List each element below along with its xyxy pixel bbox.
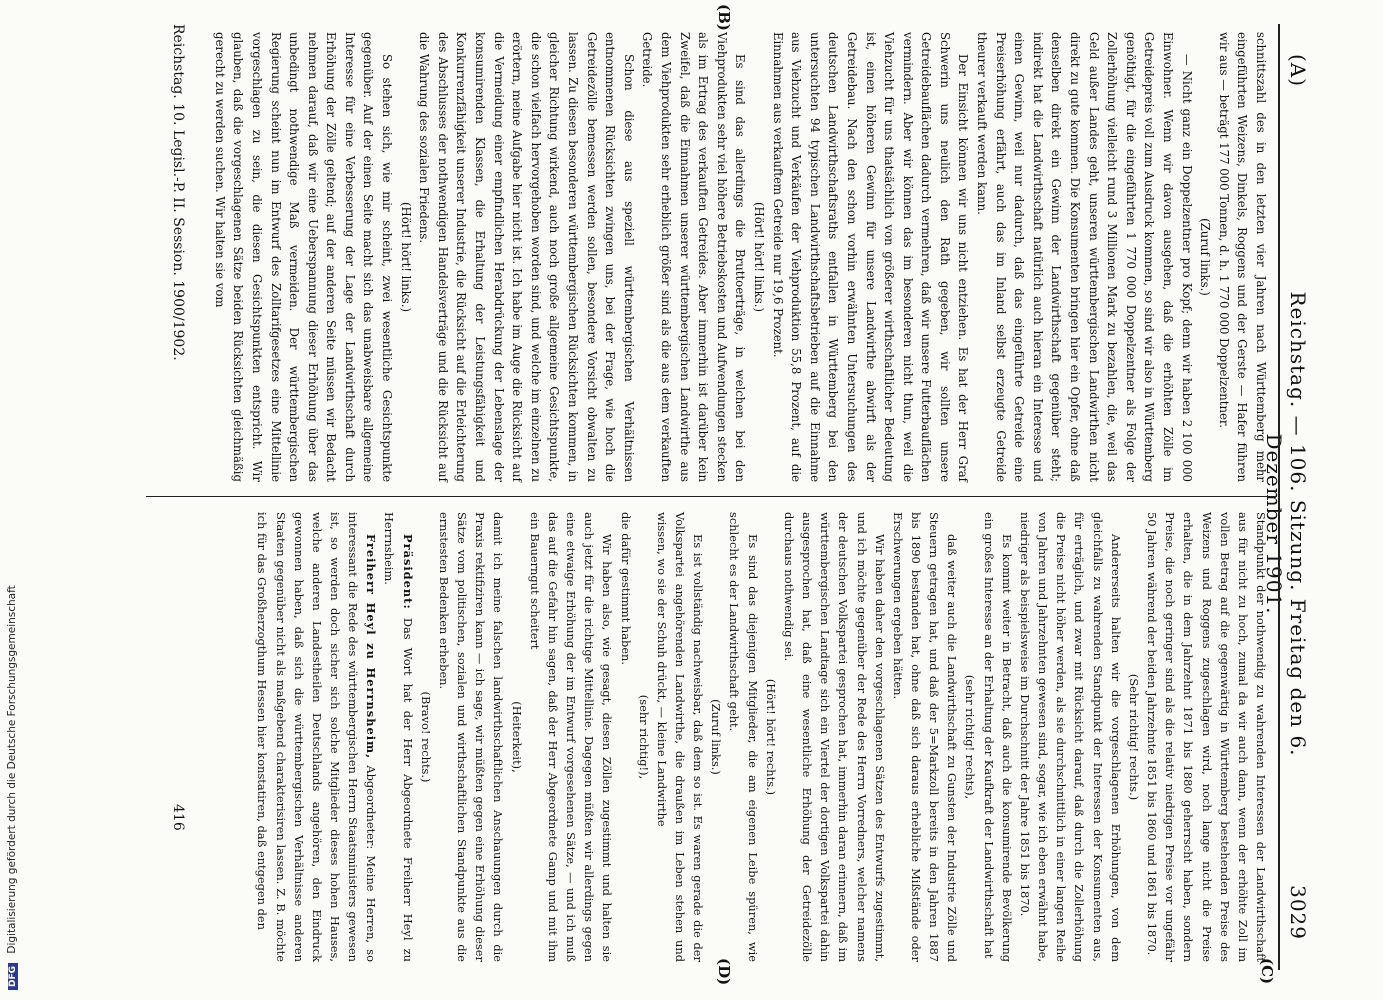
margin-marker-b: (B) — [715, 4, 733, 31]
left-paragraph — [973, 32, 1196, 482]
paragraph-text: Es sind das allerdings die Bruttoerträge, in welchen bei den Viehprodukten sehr viel höhere Betriebskosten und Aufwendungen stecken als im Ertrag des verkauften Getreides. Aber immerhin ist darüber kein Zweifel, daß die Einnahmen unserer württembergischen Landwirthe aus dem Viehprodukten sehr erheblich größer sind als die aus dem verkauften Getreide. — [640, 32, 748, 482]
header-rule — [1278, 24, 1280, 970]
paragraph-text: die dafür gestimmt haben. — [618, 512, 633, 666]
digitization-credit — [6, 0, 20, 990]
margin-marker-d: (D) — [715, 958, 733, 986]
right-paragraph — [653, 512, 707, 962]
rotated-page — [73, 4, 1318, 986]
right-paragraph — [1016, 512, 1125, 962]
running-title: Reichstag. — 106. Sitzung. Freitag den 6. Dezember 1901. — [1262, 291, 1310, 757]
right-paragraph — [980, 512, 1016, 962]
right-interjection — [762, 512, 780, 962]
paragraph-text: damit ich meine falschen landwirthschaftlichen Anschauungen durch die Praxis rektifiziren kann — ich sage, wir müßten gegen eine Erhöhung dieser Sätze vom politischen, sozialen und wirthschaftlichen Standpunkte aus die ernstesten Bedenken erheben. — [436, 512, 506, 962]
left-interjection — [1196, 32, 1215, 482]
paragraph-text: (sehr richtig!), — [636, 694, 651, 780]
paragraph-text: Abgeordneter: Meine Herren, so interessant die Rede des württembergischen Herrn Staatsministers gewesen ist, so werden doch sicher sich solche Mitglieder dieses hohen Hauses, welche anderen Landestheilen Deutschlands angehören, den Eindruck gewonnen haben, daß sich die württembergischen Verhältnisse anderen Staaten gegenüber nicht als maßgebend charakterisiren lassen. Z. B. möchte ich für das Großherzogthum Hessen hier konstatiren, daß entgegen den — [255, 512, 379, 963]
paragraph-text: Wir haben daher den vorgeschlagenen Sätzen des Entwurfs zugestimmt, und ich möchte gegenüber der Rede des Herrn Vorredners, welcher namens der deutschen Volkspartei gesprochen hat, immerhin daran erinnern, daß im württembergischen Landtage sich ein Viertel der dortigen Volkspartei dahin ausgesprochen hat, daß eine wesentliche Erhöhung der Getreidezölle durchaus nothwendig sei. — [781, 512, 887, 962]
paragraph-text: Es kommt weiter in Betracht, daß auch die konsumirende Bevölkerung ein großes Interesse an der Erhaltung der Kaufkraft der Landwirthschaft hat — [981, 512, 1014, 962]
dfg-logo: DFG — [8, 963, 18, 990]
left-paragraph — [1214, 32, 1270, 482]
right-text-column — [253, 512, 1270, 962]
right-paragraph — [616, 512, 634, 962]
paragraph-text: — Nicht ganz ein Doppelzentner pro Kopf; denn wir haben 2 100 000 Einwohner. Wenn wir davon ausgehen, daß die erhöhten Zölle im Getreidepreis voll zum Ausdruck kommen, so sind wir also in Württemberg genöthigt, für die eingeführten 1 770 000 Doppelzentner als Folge der Zollerhöhung vielleicht rund 3 Millionen Mark zu bezahlen, die, weil das Geld außer Landes geht, unseren württembergischen Landwirthen nicht direkt zu gute kommen. Die Konsumenten bringen hier ein Opfer, ohne daß denselben direkt ein Gewinn der Landwirthschaft gegenüber steht; indirekt hat die Landwirthschaft natürlich auch hieran ein Interesse und einen Gewinn, weil nur dadurch, daß das eingeführte Getreide eine Preiserhöhung erfährt, auch das im Inland selbst erzeugte Getreide theurer verkauft werden kann. — [975, 32, 1194, 482]
paragraph-text: schnittszahl des in den letzten vier Jahren nach Württemberg mehr eingeführten Weizens, Dinkels, Roggens und der Gerste — Hafer führen wir aus — beträgt 177 000 Tonnen, d. h. 1 770 000 Doppelzentner. — [1216, 32, 1268, 482]
right-interjection — [507, 512, 525, 962]
right-paragraph — [526, 512, 617, 962]
paragraph-text: Schon diese aus speziell württembergischen Verhältnissen entnommenen Rücksichten zwingen uns, bei der Frage, wie hoch die Getreidezölle bemessen werden sollen, besondere Vorsicht obwalten zu lassen. Zu diesen besonderen württembergischen Rücksichten kommen, in gleicher Richtung wirkend, auch noch große allgemeine Gesichtspunkte, die schon vielfach hervorgehoben worden sind, und welche im einzelnen zu erörtern, meine Aufgabe hier nicht ist. Ich habe im Auge die Rücksicht auf die Vermeidung einer empfindlichen Herabdrückung der Lebenslage der konsumirenden Klassen, die Erhaltung der Leistungsfähigkeit und Konkurrenzfähigkeit unserer Industrie, die Rücksicht auf die Erleichterung des Abschlusses der nothwendigen Handelsverträge und die Rücksicht auf die Wahrung des sozialen Friedens. — [417, 32, 636, 482]
right-paragraph — [889, 512, 962, 962]
right-interjection — [1125, 512, 1143, 962]
paragraph-text: (Zuruf links.) — [1198, 218, 1213, 296]
paragraph-text: Das Wort hat der Herr Abgeordnete Freiherr Heyl zu Herrnsheim. — [382, 512, 415, 962]
right-paragraph — [380, 512, 416, 962]
paragraph-text: daß weiter auch die Landwirthschaft zu Gunsten der Industrie Zölle und Steuern getragen hat, und daß der 5=Markzoll bereits in den Jahren 1887 bis 1890 bestanden hat, ohne daß sich daraus erhebliche Mißstände oder Erschwerungen ergeben hätten. — [890, 512, 960, 962]
left-paragraph — [768, 32, 973, 482]
right-paragraph — [253, 512, 380, 962]
page-number: 3029 — [1286, 885, 1310, 940]
right-interjection — [961, 512, 979, 962]
credit-text: Digitalisierung gefördert durch die Deutsche Forschungsgemeinschaft — [6, 585, 18, 954]
paragraph-text: (Zuruf links.) — [709, 699, 724, 775]
paragraph-text: So stehen sich, wie mir scheint, zwei wesentliche Gesichtspunkte gegenüber. Auf der einen Seite macht sich das unabweisbare allgemeine Interesse für eine Verbesserung der Lage der Landwirthschaft durch Erhöhung der Zölle geltend; auf der anderen Seite müssen wir Bedacht nehmen darauf, daß wir eine Ueberspannung dieser Erhöhung über das unbedingt nothwendige Maß vermeiden. Der württembergischen Regierung scheint nun im Entwurf des Zolltarifgesetzes eine Mittellinie vorgeschlagen zu sein, die diesen Gesichtspunkten entspricht. Wir glauben, daß die vorgeschlagenen Sätze beiden Rücksichten gleichmäßig gerecht zu werden suchen. Wir halten sie vom — [212, 32, 395, 482]
right-paragraph — [725, 512, 761, 962]
left-paragraph — [638, 32, 750, 482]
margin-marker-c: (C) — [1258, 958, 1276, 985]
paragraph-text: Standpunkt der nothwendig zu wahrenden Interessen der Landwirthschaft aus für nicht zu hoch, zumal da wir auch dann, wenn der erhöhte Zoll im vollen Betrag auf die gegenwärtig in Württemberg bestehenden Preise des Weizens und Roggens zugeschlagen wird, noch lange nicht die Preise erhalten, die in dem Jahrzehnt 1871 bis 1880 geherrscht haben, sondern Preise, die noch geringer sind als die relativ niedrigen Preise vor ungefähr 50 Jahren während der beiden Jahrzehnte 1851 bis 1860 und 1861 bis 1870. — [1145, 512, 1268, 962]
footer-session-info: Reichstag. 10. Legisl.-P. II. Session. 1900/1902. — [170, 24, 186, 361]
paragraph-text: (Hört! hört! links.) — [398, 201, 413, 313]
paragraph-text: (Hört! hört! links.) — [751, 201, 766, 313]
right-interjection — [635, 512, 653, 962]
paragraph-text: Es ist vollständig nachweisbar, daß dem so ist. Es waren gerade die der Volkspartei angehörenden Landwirthe, die draußen im Leben stehen und wissen, wo sie der Schuh drückt, — kleine Landwirthe — [654, 512, 706, 962]
paragraph-text: Der Einsicht können wir uns nicht entziehen. Es hat der Herr Graf Schwerin uns neulich den Rath gegeben, wir sollten unsere Getreidebauflächen dadurch vermehren, daß wir unsere Futterbauflächen vermindern. Aber wir können das im besonderen nicht thun, weil die Viehzucht für uns thatsächlich von größerer wirthschaftlicher Bedeutung ist, einen höheren Gewinn für unsere Landwirthe abwirft als der Getreidebau. Nach den schon vorhin erwähnten Untersuchungen des deutschen Landwirthschaftsraths entfallen in Württemberg bei den untersuchten 94 typischen Landwirthschaftsbetrieben auf die Einnahme aus Viehzucht und Verkäufen der Viehproduktion 55,8 Prozent, auf die Einnahmen aus verkauftem Getreide nur 19,6 Prozent. — [770, 32, 971, 482]
right-paragraph — [435, 512, 508, 962]
paragraph-text: Es sind das diejenigen Mitglieder, die am eigenen Leibe spüren, wie schlecht es der Landwirthschaft geht. — [727, 512, 760, 962]
column-divider — [146, 496, 1276, 497]
paragraph-text: (Bravo! rechts.) — [418, 691, 433, 783]
footer-sheet-number: 416 — [170, 804, 186, 831]
paragraph-text: Andererseits halten wir die vorgeschlagenen Erhöhungen, von dem gleichfalls zu wahrenden Standpunkt der Interessen der Konsumenten aus, für erträglich, und zwar mit Rücksicht darauf, daß durch die Zollerhöhung die Preise nicht höher werden, als sie durchschnittlich in einer langen Reihe von Jahren und Jahrzehnten gewesen sind, sogar, wie ich eben erwähnt habe, niedriger als beispielsweise im Durchschnitt der Jahre 1851 bis 1870. — [1017, 512, 1123, 962]
right-paragraph — [780, 512, 889, 962]
page-header — [1262, 14, 1318, 980]
left-interjection — [749, 32, 768, 482]
paragraph-text: (Heiterkeit), — [509, 701, 524, 773]
left-paragraph — [415, 32, 638, 482]
margin-marker-a: (A) — [1286, 54, 1310, 88]
left-paragraph — [210, 32, 396, 482]
paragraph-text: Wir haben also, wie gesagt, diesen Zöllen zugestimmt und halten sie auch jetzt für die richtige Mittellinie. Dagegen müßten wir allerdings gegen eine etwaige Erhöhung der im Entwurf vorgesehenen Sätze, — und ich muß das auf die Gefahr hin sagen, daß der Herr Abgeordnete Gamp und mit ihm ein Bauerngut scheitert — [527, 512, 615, 962]
right-interjection — [417, 512, 435, 962]
paragraph-text: (Sehr richtig! rechts.) — [1126, 673, 1141, 801]
left-text-column — [210, 32, 1270, 482]
paragraph-text: (sehr richtig! rechts), — [963, 674, 978, 800]
paragraph-text: (Hört! hört! rechts.) — [763, 678, 778, 796]
speaker-name: Präsident: — [400, 534, 415, 610]
right-paragraph — [1143, 512, 1270, 962]
speaker-name: Freiherr Heyl zu Herrnsheim, — [364, 534, 379, 760]
left-interjection — [396, 32, 415, 482]
right-interjection — [707, 512, 725, 962]
